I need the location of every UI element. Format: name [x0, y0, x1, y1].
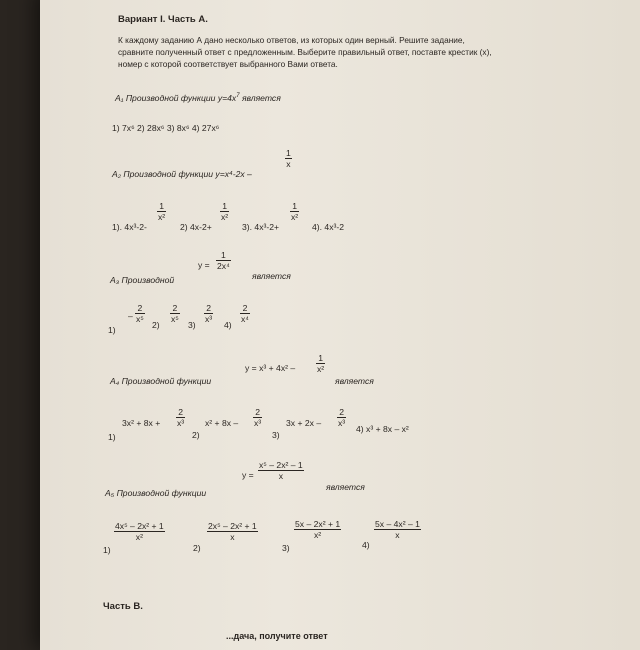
- a5-function-lhs: y =: [242, 470, 254, 480]
- a3-option-2-fraction: $\frac{2}{\text{x⁵}}$: [171, 303, 179, 324]
- a5-label-3: 3): [282, 543, 290, 553]
- a4-function: y = x³ + 4x² –: [245, 363, 296, 373]
- a2-option-2: 2) 4x-2+: [180, 222, 212, 232]
- a4-label-3: 3): [272, 430, 280, 440]
- a3-option-1-fraction: $\frac{2}{\text{x⁵}}$: [136, 303, 144, 324]
- a4-option-3: 3x + 2x –: [286, 418, 322, 428]
- a2-option-1: 1). 4x³-2-: [112, 222, 147, 232]
- a4-option-2-fraction: $\frac{2}{\text{x³}}$: [254, 407, 262, 428]
- a2-question-fraction: $\frac{1}{x}$: [286, 148, 291, 169]
- a4-function-fraction: $\frac{1}{\text{x²}}$: [317, 353, 325, 374]
- a1-question: A₁ Производной функции $y=4x^7$ является: [115, 93, 281, 103]
- a5-label-4: 4): [362, 540, 370, 550]
- a4-option-2: x² + 8x –: [205, 418, 239, 428]
- a3-minus: –: [128, 311, 133, 321]
- page-title: Вариант I. Часть А.: [118, 14, 208, 25]
- a3-question: A₃ Производной: [110, 275, 175, 285]
- part-b-title: Часть В.: [103, 601, 143, 612]
- a2-question: A₂ Производной функции y=x⁴-2x –: [112, 169, 252, 179]
- a3-label-1: 1): [108, 325, 116, 335]
- a4-option-4: 4) x³ + 8x – x²: [356, 424, 409, 434]
- a2-option-1-fraction: $\frac{1}{\text{x²}}$: [158, 201, 166, 222]
- a5-option-1-fraction: $\frac{\text{4x⁵ – 2x² + 1}}{\text{x²}}$: [115, 521, 164, 542]
- intro-line-3: номер с которой соответствует выбранного Вами ответа.: [118, 59, 338, 69]
- a5-option-4-fraction: $\frac{\text{5x – 4x² – 1}}{x}$: [375, 519, 420, 540]
- a3-option-4-fraction: $\frac{2}{\text{x⁴}}$: [241, 303, 249, 324]
- a4-question: A₄ Производной функции: [110, 376, 212, 386]
- a2-option-2-fraction: $\frac{1}{\text{x²}}$: [221, 201, 229, 222]
- a4-label-2: 2): [192, 430, 200, 440]
- a4-option-3-fraction: $\frac{2}{\text{x³}}$: [338, 407, 346, 428]
- a5-option-2-fraction: $\frac{\text{2x⁵ – 2x² + 1}}{x}$: [208, 521, 257, 542]
- a5-label-2: 2): [193, 543, 201, 553]
- a2-option-4: 4). 4x³-2: [312, 222, 344, 232]
- a3-function-lhs: y =: [198, 260, 210, 270]
- a4-option-1-fraction: $\frac{2}{\text{x³}}$: [177, 407, 185, 428]
- a3-label-4: 4): [224, 320, 232, 330]
- a5-option-3-fraction: $\frac{\text{5x – 2x² + 1}}{\text{x²}}$: [295, 519, 341, 540]
- a5-suffix: является: [326, 482, 365, 492]
- a5-question: A₅ Производной функции: [105, 488, 207, 498]
- a5-function-fraction: $\frac{\text{x⁵ – 2x² – 1}}{x}$: [259, 460, 303, 481]
- intro-line-1: К каждому заданию А дано несколько ответов, из которых один верный. Решите задание,: [118, 35, 465, 45]
- a2-option-3: 3). 4x³-2+: [242, 222, 280, 232]
- a4-suffix: является: [335, 376, 374, 386]
- a3-option-3-fraction: $\frac{2}{\text{x³}}$: [205, 303, 213, 324]
- part-b-cut-line: ...дача, получите ответ: [226, 631, 328, 641]
- a2-option-3-fraction: $\frac{1}{\text{x²}}$: [291, 201, 299, 222]
- a4-option-1: 3x² + 8x +: [122, 418, 161, 428]
- a3-label-3: 3): [188, 320, 196, 330]
- a1-options: 1) 7x⁶ 2) 28x⁶ 3) 8x⁶ 4) 27x⁶: [112, 123, 220, 133]
- a3-label-2: 2): [152, 320, 160, 330]
- intro-line-2: сравните полученный ответ с предложенным. Выберите правильный ответ, поставте крестик (x),: [118, 47, 492, 57]
- a3-suffix: является: [252, 271, 291, 281]
- a5-label-1: 1): [103, 545, 111, 555]
- a4-label-1: 1): [108, 432, 116, 442]
- a3-function-fraction: $\frac{1}{\text{2x⁴}}$: [217, 250, 230, 271]
